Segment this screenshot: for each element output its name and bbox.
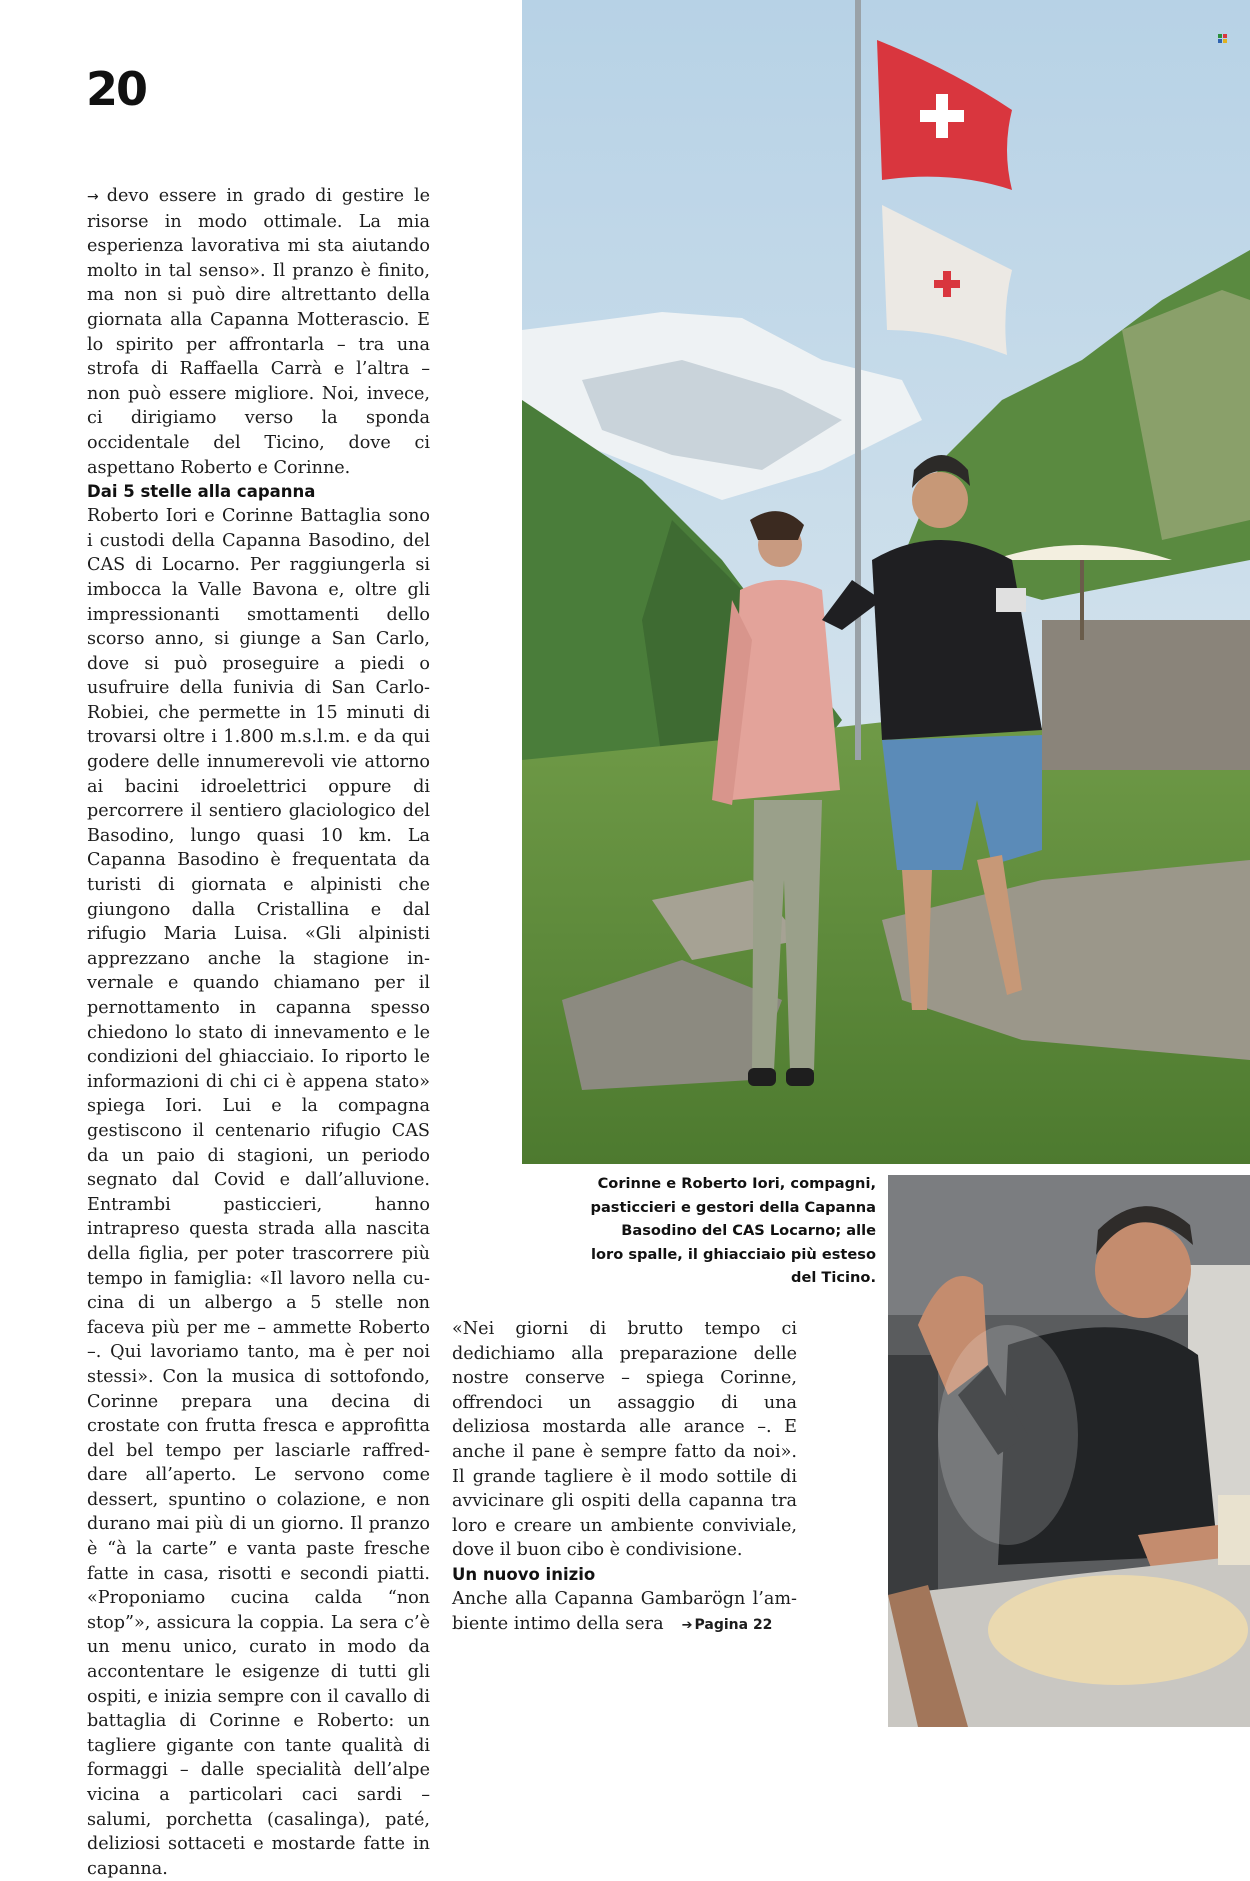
paragraph-text: devo essere in grado di gestire le risorse in modo ottimale. La mia esperienza lavorativa mi sta aiutando molto in tal senso». Il pranzo è finito, ma non si può dire altrettanto della giornata alla Capanna Motterascio. E lo spirito per affrontarla – tra una strofa di Raffaella Carrà e l’altra – non può essere migliore. Noi, invece, ci dirigiamo verso la sponda occidentale del Ticino, dove ci aspettano Roberto e Corinne.: [87, 186, 430, 478]
continue-arrow-icon: →: [87, 189, 99, 205]
paragraph: [87, 184, 430, 480]
arrow-right-icon: ➔: [681, 1617, 693, 1633]
paragraph-text: Anche alla Capanna Gambarögn l’ambiente intimo della sera: [452, 1588, 797, 1634]
page-reference: [682, 1617, 773, 1633]
paragraph: [452, 1587, 797, 1638]
photo-caption: Corinne e Roberto Iori, compagni, pasticcieri e gestori della Capanna Basodino del CAS Locarno; alle loro spalle, il ghiacciaio più esteso del Ticino.: [590, 1175, 876, 1287]
section-subhead: Un nuovo inizio: [452, 1564, 596, 1584]
page-number: 20: [86, 62, 147, 116]
paragraph: Roberto Iori e Corinne Battaglia sono i custodi della Capanna Basodino, del CAS di Locarno. Per raggiungerla si imbocca la Valle Bavona e, oltre gli impressionanti smottamenti dello scorso anno, si giunge a San Carlo, dove si può proseguire a piedi o usufruire della funivia di San Carlo-Robiei, che permette in 15 minuti di trovarsi oltre i 1.800 m.s.l.m. e da qui godere delle innumerevoli vie attorno ai bacini idroelettrici oppure di percorrere il sentiero glaciologico del Basodino, lungo quasi 10 km. La Capanna Basodino è frequentata da turisti di giornata e alpinisti che giungono dalla Cristallina e dal rifugio Maria Luisa. «Gli alpinisti apprezzano anche la stagione invernale e quando chiamano per il pernottamento in capanna spesso chiedono lo stato di innevamento e le condizioni del ghiacciaio. Io riporto le informazioni di chi ci è appena stato» spiega Iori. Lui e la compagna gestiscono il centenario rifugio CAS da un paio di stagioni, un periodo segnato dal Covid e dall’alluvione. Entrambi pasticcieri, hanno intrapreso questa strada alla nascita della figlia, per poter trascorrere più tempo in famiglia: «Il lavoro nella cucina di un albergo a 5 stelle non faceva più per me – ammette Roberto –. Qui lavoriamo tanto, ma è per noi stessi». Con la musica di sottofondo, Corinne prepara una decina di crostate con frutta fresca e approfitta del bel tempo per lasciarle raffreddare all’aperto. Le servono come dessert, spuntino o colazione, e non durano mai più di un giorno. Il pranzo è “à la carte” e vanta paste fresche fatte in casa, risotti e secondi piatti. «Proponiamo cucina calda “non stop”», assicura la coppia. La sera c’è un menu unico, curato in modo da accontentare le esigenze di tutti gli ospiti, e inizia sempre con il cavallo di battaglia di Corinne e Roberto: un tagliere gigante con tante qualità di formaggi – dalle specialità dell’alpe vicina a particolari caci sardi – salumi, porchetta (casalinga), paté, deliziosi sottaceti e mostarde fatte in capanna.: [87, 506, 430, 1879]
photo-couple-at-hut: [522, 0, 1250, 1164]
paragraph: «Nei giorni di brutto tempo ci dedichiamo alla preparazione delle nostre conserve – spiega Corinne, offrendoci un assaggio di una deliziosa mostarda alle arance –. E anche il pane è sempre fatto da noi». Il grande tagliere è il modo sottile di avvicinare gli ospiti della capanna tra loro e creare un ambiente conviviale, dove il buon cibo è condivisione.: [452, 1319, 797, 1561]
photo-baker-flour: [888, 1175, 1250, 1727]
page-reference-label: Pagina 22: [694, 1616, 773, 1633]
corner-mark-icon: [1218, 34, 1227, 43]
article-column-left: [87, 184, 430, 1881]
section-subhead: Dai 5 stelle alla capanna: [87, 482, 316, 502]
article-column-middle: [452, 1317, 797, 1638]
